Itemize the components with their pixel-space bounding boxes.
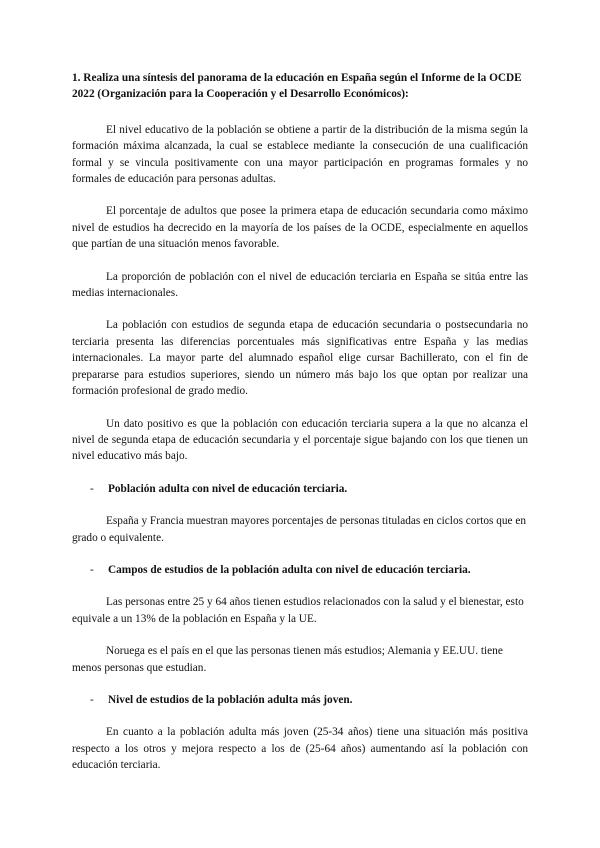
- paragraph-dato-positivo: Un dato positivo es que la población con educación terciaria supera a la que no alcanza el nivel de segunda etapa de educación secundaria y el porcentaje sigue bajando con los que tienen un nivel educativo más bajo.: [72, 417, 528, 463]
- bullet-dash: -: [90, 563, 94, 576]
- bullet-heading-joven: [72, 692, 528, 708]
- bullet-heading-campos: [72, 562, 528, 578]
- bullet-heading-text: Nivel de estudios de la población adulta más joven.: [108, 693, 353, 706]
- bullet-heading-terciaria: [72, 481, 528, 497]
- section-title: 1. Realiza una síntesis del panorama de la educación en España según el Informe de la OCDE 2022 (Organización para la Cooperación y el Desarrollo Económicos):: [72, 72, 522, 101]
- section-text-espana-francia: España y Francia muestran mayores porcentajes de personas tituladas en ciclos cortos que en grado o equivalente.: [72, 515, 527, 544]
- paragraph-segunda-etapa: La población con estudios de segunda etapa de educación secundaria o postsecundaria no terciaria presenta las diferencias porcentuales más significativas entre España y las medias internacionales. La mayor parte del alumnado español elige cursar Bachillerato, con el fin de prepararse para estudios superiores, siendo un número más bajo los que optan por realizar una formación profesional de grado medio.: [72, 319, 528, 398]
- paragraph-nivel-educativo: El nivel educativo de la población se obtiene a partir de la distribución de la misma según la formación máxima alcanzada, la cual se establece mediante la consecución de una cualificación formal y se vincula positivamente con una mayor participación en programas formales y no formales de educación para personas adultas.: [72, 123, 528, 186]
- section-text-noruega: Noruega es el país en el que las personas tienen más estudios; Alemania y EE.UU. tiene menos personas que estudian.: [72, 645, 503, 674]
- paragraph-proporcion-terciaria: La proporción de población con el nivel de educación terciaria en España se sitúa entre las medias internacionales.: [72, 270, 528, 300]
- document-content: [72, 70, 528, 790]
- paragraph-porcentaje-adultos: El porcentaje de adultos que posee la primera etapa de educación secundaria como máximo nivel de estudios ha decrecido en la mayoría de los países de la OCDE, especialmente en aquellos que partían de una situación menos favorable.: [72, 205, 528, 251]
- bullet-dash: -: [90, 693, 94, 706]
- section-text-salud-bienestar: Las personas entre 25 y 64 años tienen estudios relacionados con la salud y el bienestar, esto equivale a un 13% de la población en España y la UE.: [72, 596, 524, 625]
- section-text-poblacion-joven: En cuanto a la población adulta más joven (25-34 años) tiene una situación más positiva respecto a los otros y mejora respecto a los de (25-64 años) aumentando así la población con educación terciaria.: [72, 726, 528, 772]
- bullet-dash: -: [90, 482, 94, 495]
- bullet-heading-text: Campos de estudios de la población adulta con nivel de educación terciaria.: [108, 563, 471, 576]
- bullet-heading-text: Población adulta con nivel de educación terciaria.: [108, 482, 348, 495]
